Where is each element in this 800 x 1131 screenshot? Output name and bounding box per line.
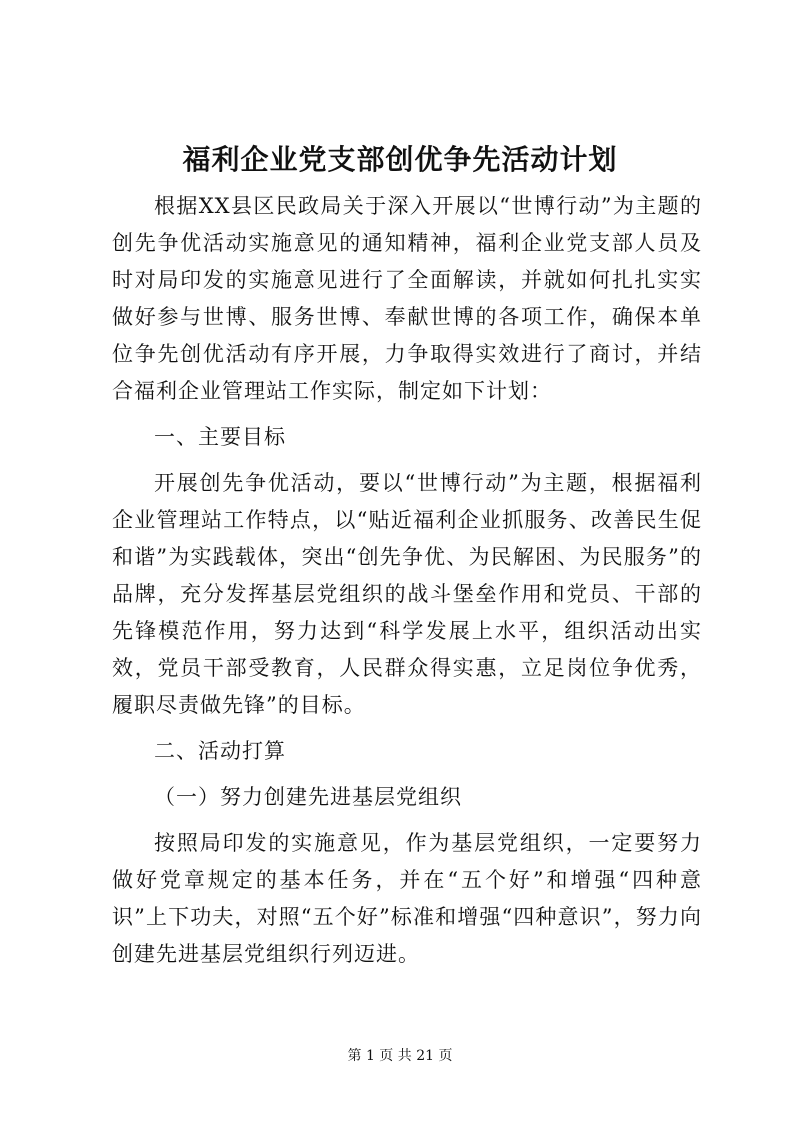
section-heading-main-goals: 一、主要目标 xyxy=(154,425,286,449)
paragraph-main-goals: 开展创先争优活动，要以“世博行动”为主题，根据福利企业管理站工作特点，以“贴近福利企业抓服务、改善民生促和谐”为实践载体，突出“创先争优、为民解困、为民服务”的品牌，充分发挥基层党组织的战斗堡垒作用和党员、干部的先锋模范作用，努力达到“科学发展上水平，组织活动出实效，党员干部受教育，人民群众得实惠，立足岗位争优秀，履职尽责做先锋”的目标。 xyxy=(112,471,702,717)
paragraph-intro: 根据XX县区民政局关于深入开展以“世博行动”为主题的创先争优活动实施意见的通知精神，福利企业党支部人员及时对局印发的实施意见进行了全面解读，并就如何扎扎实实做好参与世博、服务世博、奉献世博的各项工作，确保本单位争先创优活动有序开展，力争取得实效进行了商讨，并结合福利企业管理站工作实际，制定如下计划： xyxy=(112,194,702,403)
document-body xyxy=(112,188,702,982)
paragraph-party-organization: 按照局印发的实施意见，作为基层党组织，一定要努力做好党章规定的基本任务，并在“五个好”和增强“四种意识”上下功夫，对照“五个好”标准和增强“四种意识”，努力向创建先进基层党组织行列迈进。 xyxy=(112,831,702,966)
subsection-heading-party-organization: （一）努力创建先进基层党组织 xyxy=(154,785,462,809)
section-heading-activity-plan: 二、活动打算 xyxy=(154,739,286,763)
page-number-footer: 第 1 页 共 21 页 xyxy=(347,1048,453,1064)
document-title: 福利企业党支部创优争先活动计划 xyxy=(182,143,618,176)
